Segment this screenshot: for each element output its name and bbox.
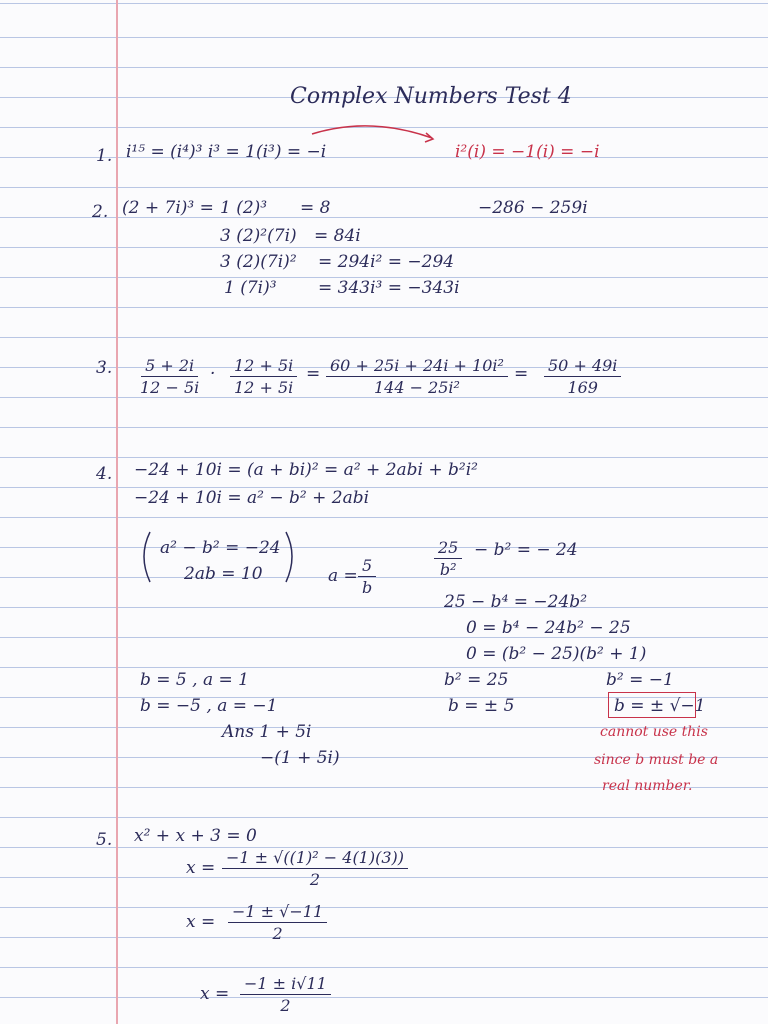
- solution-pair-1: b = 5 , a = 1: [140, 670, 249, 690]
- quartic-standard-form: 0 = b⁴ − 24b² − 25: [466, 618, 631, 638]
- fraction-denominator: 12 − 5i: [140, 378, 200, 397]
- fraction-denominator: b: [361, 578, 373, 597]
- problem-4-line-2: −24 + 10i = a² − b² + 2abi: [134, 488, 370, 508]
- fraction-denominator: b²: [439, 560, 457, 579]
- fraction-numerator: 60 + 25i + 24i + 10i²: [326, 356, 508, 377]
- fraction-numerator: 25: [434, 538, 462, 559]
- quadratic-x-label: x =: [200, 984, 230, 1004]
- problem-3-equals: =: [514, 364, 529, 384]
- problem-2-term: 3 (2)(7i)²: [220, 252, 297, 272]
- problem-3-number: 3.: [96, 358, 113, 378]
- fraction-denominator: 12 + 5i: [234, 378, 294, 397]
- quadratic-final-fraction: [240, 974, 331, 1015]
- quadratic-x-label: x =: [186, 912, 216, 932]
- a-equals-label: a =: [328, 566, 358, 586]
- b-squared-negative: b² = −1: [606, 670, 674, 690]
- a-fraction: [358, 556, 376, 597]
- problem-4-number: 4.: [96, 464, 113, 484]
- problem-2-term: 1 (7i)³: [224, 278, 277, 298]
- b-solution-imaginary: b = ± √−1: [614, 696, 706, 716]
- fraction-numerator: −1 ± √((1)² − 4(1)(3)): [222, 848, 408, 869]
- red-note-line-1: cannot use this: [600, 724, 708, 740]
- answer-line-2: −(1 + 5i): [260, 748, 340, 768]
- substitution-fraction: [434, 538, 462, 579]
- problem-5-number: 5.: [96, 830, 113, 850]
- problem-1-number: 1.: [96, 146, 113, 166]
- fraction-denominator: 169: [567, 378, 598, 397]
- fraction-denominator: 2: [309, 870, 321, 889]
- quartic-factored: 0 = (b² − 25)(b² + 1): [466, 644, 647, 664]
- problem-1-work: i¹⁵ = (i⁴)³ i³ = 1(i³) = −i: [126, 142, 327, 162]
- fraction-numerator: 5 + 2i: [141, 356, 198, 377]
- quadratic-step-fraction: [228, 902, 327, 943]
- problem-2-result: = 84i: [314, 226, 361, 246]
- red-note-line-2: since b must be a: [594, 752, 719, 768]
- problem-1-red-note: i²(i) = −1(i) = −i: [455, 142, 600, 162]
- problem-4-line-1: −24 + 10i = (a + bi)² = a² + 2abi + b²i²: [134, 460, 478, 480]
- red-note-line-3: real number.: [602, 778, 693, 794]
- problem-2-result: = 343i³ = −343i: [318, 278, 460, 298]
- substitution-rest: − b² = − 24: [474, 540, 578, 560]
- b-squared-positive: b² = 25: [444, 670, 509, 690]
- system-equation-2: 2ab = 10: [184, 564, 263, 584]
- system-equation-1: a² − b² = −24: [160, 538, 281, 558]
- fraction-denominator: 2: [280, 996, 291, 1015]
- solution-pair-2: b = −5 , a = −1: [140, 696, 278, 716]
- quadratic-x-label: x =: [186, 858, 216, 878]
- quadratic-formula-fraction: [222, 848, 408, 889]
- fraction-numerator: −1 ± i√11: [240, 974, 331, 995]
- problem-2-result: = 294i² = −294: [318, 252, 455, 272]
- problem-2-result: = 8: [300, 198, 331, 218]
- problem-2-answer: −286 − 259i: [478, 198, 588, 218]
- problem-5-equation: x² + x + 3 = 0: [134, 826, 257, 846]
- problem-2-term: 1 (2)³: [220, 198, 268, 218]
- fraction-numerator: 50 + 49i: [544, 356, 621, 377]
- fraction-denominator: 144 − 25i²: [373, 378, 460, 397]
- fraction-denominator: 2: [272, 924, 283, 943]
- b-solution-real: b = ± 5: [448, 696, 515, 716]
- problem-2-term: 3 (2)²(7i): [220, 226, 297, 246]
- problem-2-number: 2.: [92, 202, 109, 222]
- fraction-numerator: −1 ± √−11: [228, 902, 327, 923]
- problem-3-dot: ·: [210, 364, 216, 384]
- problem-3-equals: =: [306, 364, 321, 384]
- fraction-numerator: 12 + 5i: [230, 356, 297, 377]
- fraction-numerator: 5: [358, 556, 376, 577]
- quartic-equation: 25 − b⁴ = −24b²: [444, 592, 588, 612]
- problem-2-lhs: (2 + 7i)³ =: [122, 198, 214, 218]
- page-title: Complex Numbers Test 4: [290, 84, 572, 109]
- answer-line-1: Ans 1 + 5i: [222, 722, 312, 742]
